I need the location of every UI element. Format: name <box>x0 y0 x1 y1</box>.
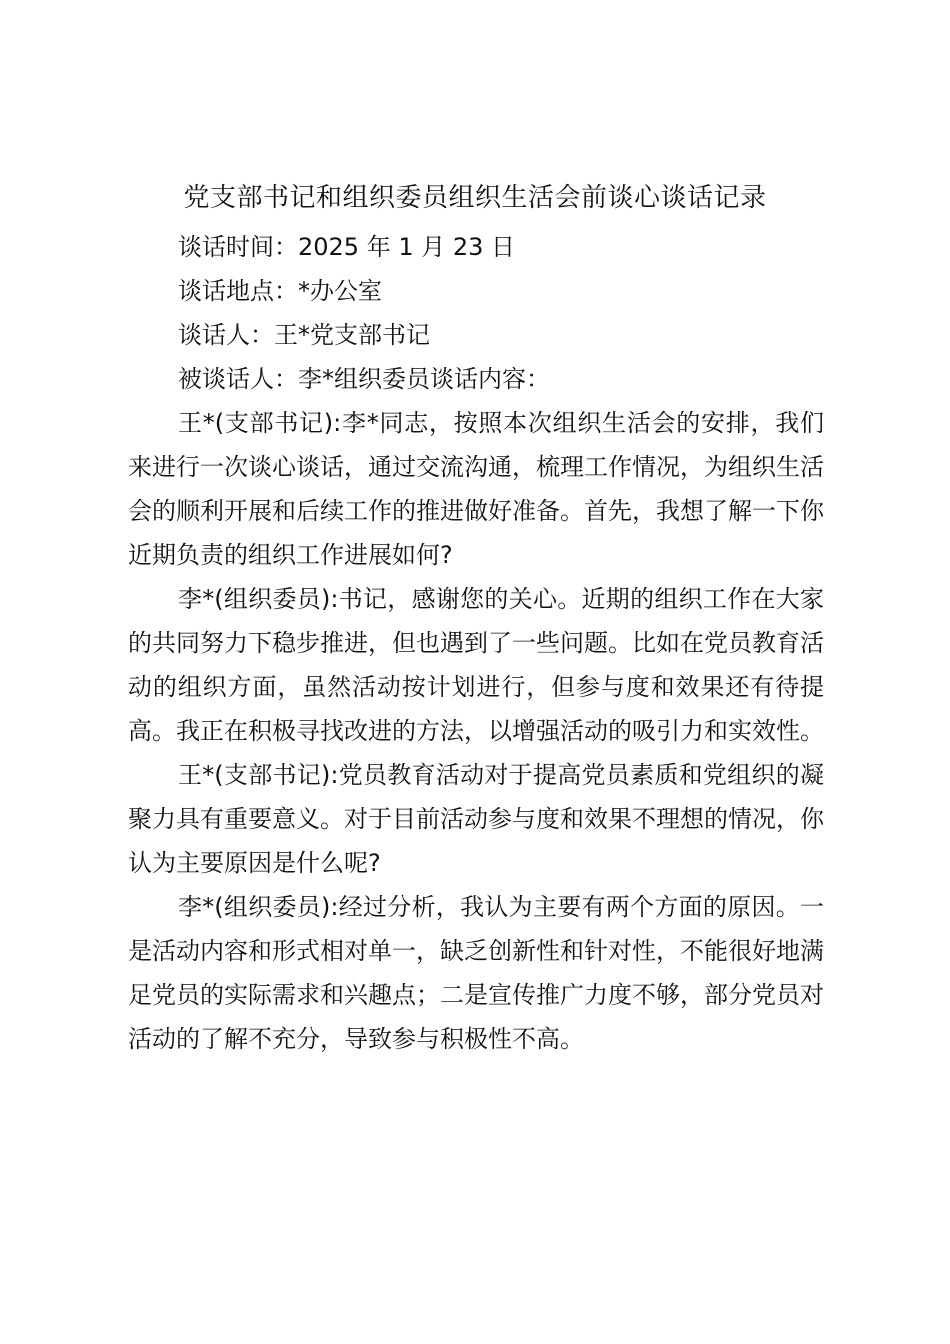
dialogue-paragraph-3: 王*(支部书记):党员教育活动对于提高党员素质和党组织的凝聚力具有重要意义。对于目前活动参与度和效果不理想的情况，你认为主要原因是什么呢? <box>128 761 824 877</box>
dialogue-paragraph-1: 王*(支部书记):李*同志，按照本次组织生活会的安排，我们来进行一次谈心谈话，通过交流沟通，梳理工作情况，为组织生活会的顺利开展和后续工作的推进做好准备。首先，我想了解一下你近期负责的组织工作进展如何? <box>128 409 824 569</box>
interviewer: 谈话人：王*党支部书记 <box>178 321 430 349</box>
meeting-time: 谈话时间：2025 年 1 月 23 日 <box>178 233 516 261</box>
interviewee: 被谈话人：李*组织委员谈话内容： <box>178 365 550 393</box>
document-body <box>128 225 824 1061</box>
dialogue-paragraph-2: 李*(组织委员):书记，感谢您的关心。近期的组织工作在大家的共同努力下稳步推进，但也遇到了一些问题。比如在党员教育活动的组织方面，虽然活动按计划进行，但参与度和效果还有待提高。我正在积极寻找改进的方法，以增强活动的吸引力和实效性。 <box>128 585 824 745</box>
document-title: 党支部书记和组织委员组织生活会前谈心谈话记录 <box>183 183 767 213</box>
meeting-place: 谈话地点：*办公室 <box>178 277 382 305</box>
dialogue-paragraph-4: 李*(组织委员):经过分析，我认为主要有两个方面的原因。一是活动内容和形式相对单一，缺乏创新性和针对性，不能很好地满足党员的实际需求和兴趣点；二是宣传推广力度不够，部分党员对活动的了解不充分，导致参与积极性不高。 <box>128 893 824 1053</box>
